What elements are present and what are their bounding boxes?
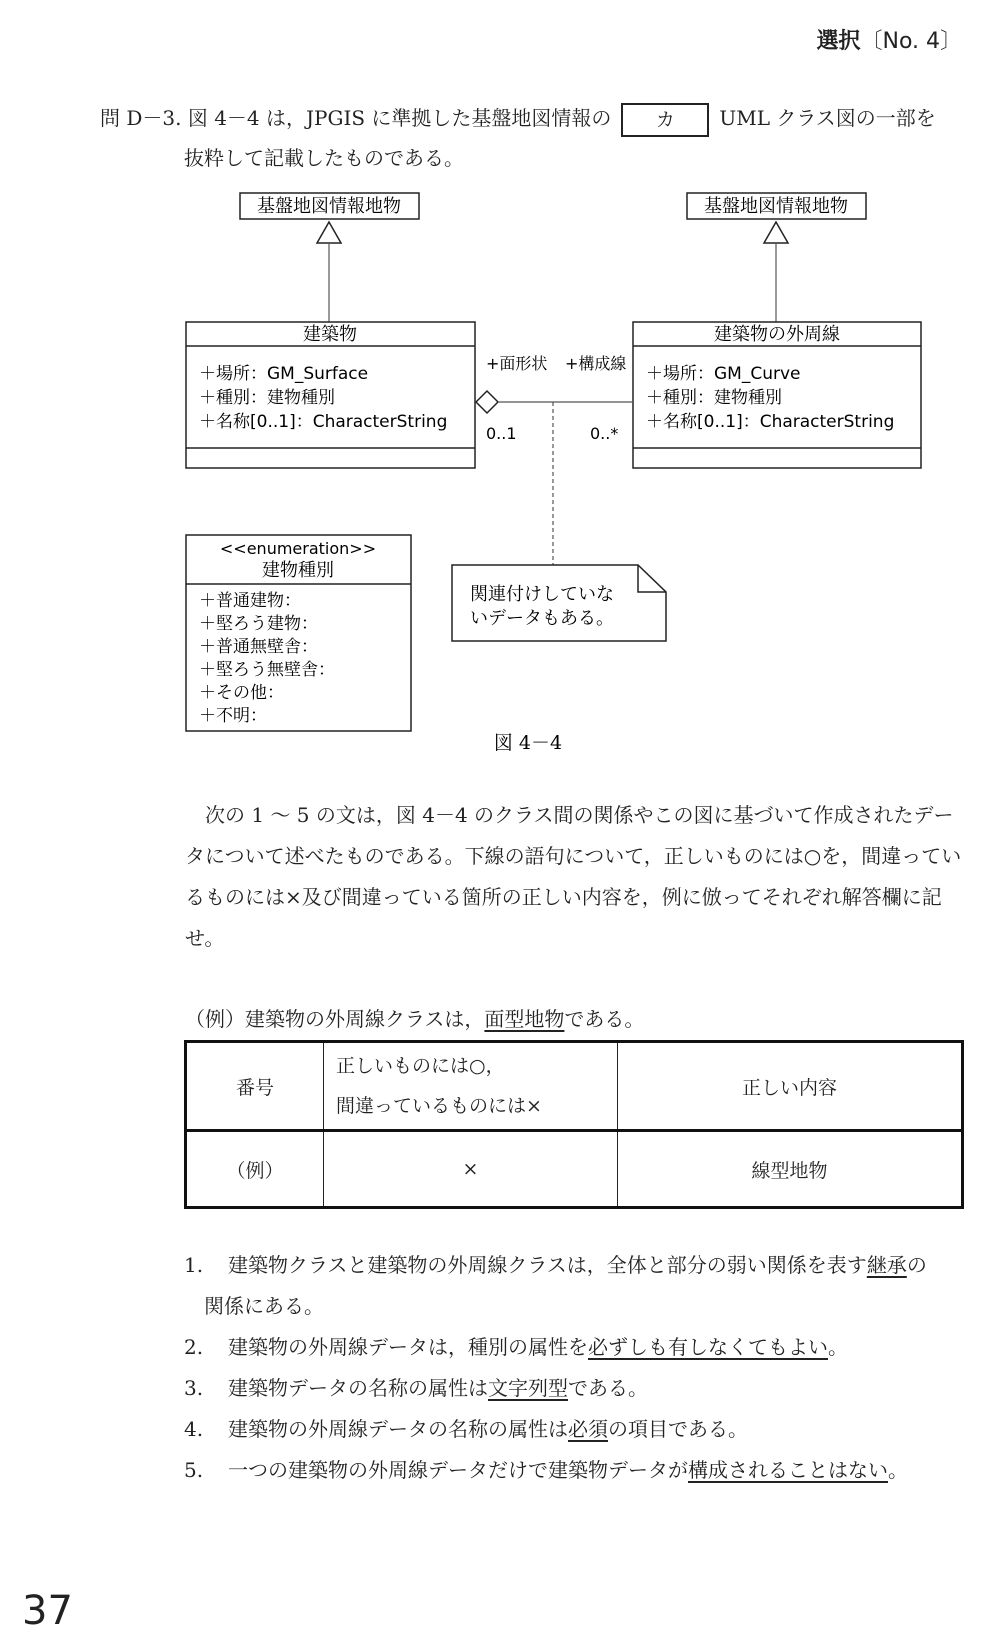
class-building-attr-3: ＋名称[0..1]：CharacterString (199, 412, 448, 432)
generalization-arrow-right (764, 222, 788, 243)
statement-3-text: 建築物データの名称の属性は (228, 1376, 488, 1400)
answer-table-example-row (186, 1131, 963, 1208)
statement-4-text: 建築物の外周線データの名称の属性は (228, 1417, 568, 1441)
example-number: （例） (186, 1131, 324, 1208)
generalization-arrow-left (317, 222, 341, 243)
statement-2 (184, 1327, 974, 1368)
class-building-outline-name: 建築物の外周線 (714, 324, 840, 345)
enum-name: 建物種別 (262, 560, 334, 581)
example-correct-content: 線型地物 (618, 1131, 963, 1208)
note (452, 565, 666, 641)
question-suffix: UML クラス図の一部を (719, 106, 936, 130)
parent-class-left (240, 193, 419, 219)
aggregation-diamond (476, 391, 498, 413)
statement-3-number: 3. (184, 1376, 204, 1400)
class-building-outline-attr-1: ＋場所：GM_Curve (646, 364, 801, 384)
statement-4-underlined: 必須 (568, 1417, 608, 1441)
question-prefix: 問 D－3. 図 4－4 は，JPGIS に準拠した基盤地図情報の (100, 106, 612, 130)
header-number: 番号 (186, 1042, 324, 1131)
statement-4-suffix: の項目である。 (608, 1417, 748, 1441)
header-judgement-line-1: 正しいものには○， (336, 1055, 505, 1077)
statement-2-text: 建築物の外周線データは，種別の属性を (228, 1335, 588, 1359)
statement-3-underlined: 文字列型 (488, 1376, 568, 1400)
parent-class-right (687, 193, 866, 219)
statement-5 (184, 1450, 974, 1491)
statement-1 (184, 1245, 974, 1286)
note-line-2: いデータもある。 (470, 608, 614, 629)
role-right-label: +構成線 (565, 354, 627, 373)
selection-number: 〔No. 4〕 (860, 29, 962, 54)
class-building-outline (633, 322, 921, 468)
statement-2-suffix: 。 (828, 1335, 848, 1359)
example-prefix: （例）建築物の外周線クラスは， (185, 1007, 485, 1031)
question-line-2: 抜粋して記載したものである。 (184, 146, 464, 170)
parent-class-right-label: 基盤地図情報地物 (704, 196, 848, 217)
statement-3-suffix: である。 (568, 1376, 648, 1400)
class-building-outline-attr-2: ＋種別：建物種別 (646, 388, 782, 408)
header-judgement (324, 1042, 618, 1131)
statement-1-suffix: の (906, 1253, 927, 1277)
answer-table (184, 1040, 964, 1209)
role-left-label: +面形状 (486, 354, 548, 373)
example-suffix: である。 (564, 1007, 645, 1031)
class-building-attr-1: ＋場所：GM_Surface (199, 364, 369, 384)
statement-3 (184, 1368, 974, 1409)
enum-value-5: ＋その他： (199, 683, 284, 703)
instructions: 次の 1 ～ 5 の文は，図 4－4 のクラス間の関係やこの図に基づいて作成されたデータについて述べたものである。下線の語句について，正しいものには○を，間違っているものには×及び間違っている箇所の正しい内容を，例に倣ってそれぞれ解答欄に記せ。 (185, 803, 962, 950)
enum-value-2: ＋堅ろう建物： (199, 614, 318, 634)
example-underlined: 面型地物 (484, 1007, 565, 1031)
answer-blank: カ (621, 103, 709, 137)
class-building-name: 建築物 (303, 324, 357, 345)
figure-caption: 図 4－4 (493, 732, 563, 754)
multiplicity-left: 0..1 (486, 424, 517, 443)
example-sentence (185, 1003, 644, 1032)
multiplicity-right: 0..* (590, 424, 619, 443)
header-correct-content: 正しい内容 (618, 1042, 963, 1131)
parent-class-left-label: 基盤地図情報地物 (257, 196, 401, 217)
statement-5-text: 一つの建築物の外周線データだけで建築物データが (228, 1458, 688, 1482)
answer-table-header (186, 1042, 963, 1131)
statement-1-text: 建築物クラスと建築物の外周線クラスは，全体と部分の弱い関係を表す (228, 1253, 867, 1277)
statement-4 (184, 1409, 974, 1450)
statement-4-number: 4. (184, 1417, 204, 1441)
enum-value-3: ＋普通無壁舎： (199, 637, 318, 657)
enum-value-4: ＋堅ろう無壁舎： (199, 660, 335, 680)
class-building-attr-2: ＋種別：建物種別 (199, 388, 335, 408)
statement-1-underlined: 継承 (866, 1253, 907, 1277)
example-judgement: × (324, 1131, 618, 1208)
statement-2-number: 2. (184, 1335, 204, 1359)
enum-value-1: ＋普通建物： (199, 591, 301, 611)
statement-5-number: 5. (184, 1458, 204, 1482)
statement-list (184, 1245, 974, 1491)
statement-1-continued: 関係にある。 (204, 1294, 324, 1318)
enum-value-6: ＋不明： (199, 706, 267, 726)
page-number: 37 (22, 1588, 73, 1634)
class-building-outline-attr-3: ＋名称[0..1]：CharacterString (646, 412, 895, 432)
statement-5-suffix: 。 (888, 1458, 908, 1482)
enum-stereotype: <<enumeration>> (219, 539, 377, 558)
enum-building-type (186, 535, 411, 731)
statement-1-number: 1. (184, 1253, 204, 1277)
selection-label: 選択 (816, 29, 861, 54)
note-line-1: 関連付けしていな (470, 584, 614, 605)
uml-class-diagram (0, 0, 990, 760)
class-building (186, 322, 475, 468)
header-judgement-line-2: 間違っているものには× (336, 1095, 542, 1117)
statement-5-underlined: 構成されることはない (688, 1458, 888, 1482)
statement-2-underlined: 必ずしも有しなくてもよい (588, 1335, 828, 1359)
